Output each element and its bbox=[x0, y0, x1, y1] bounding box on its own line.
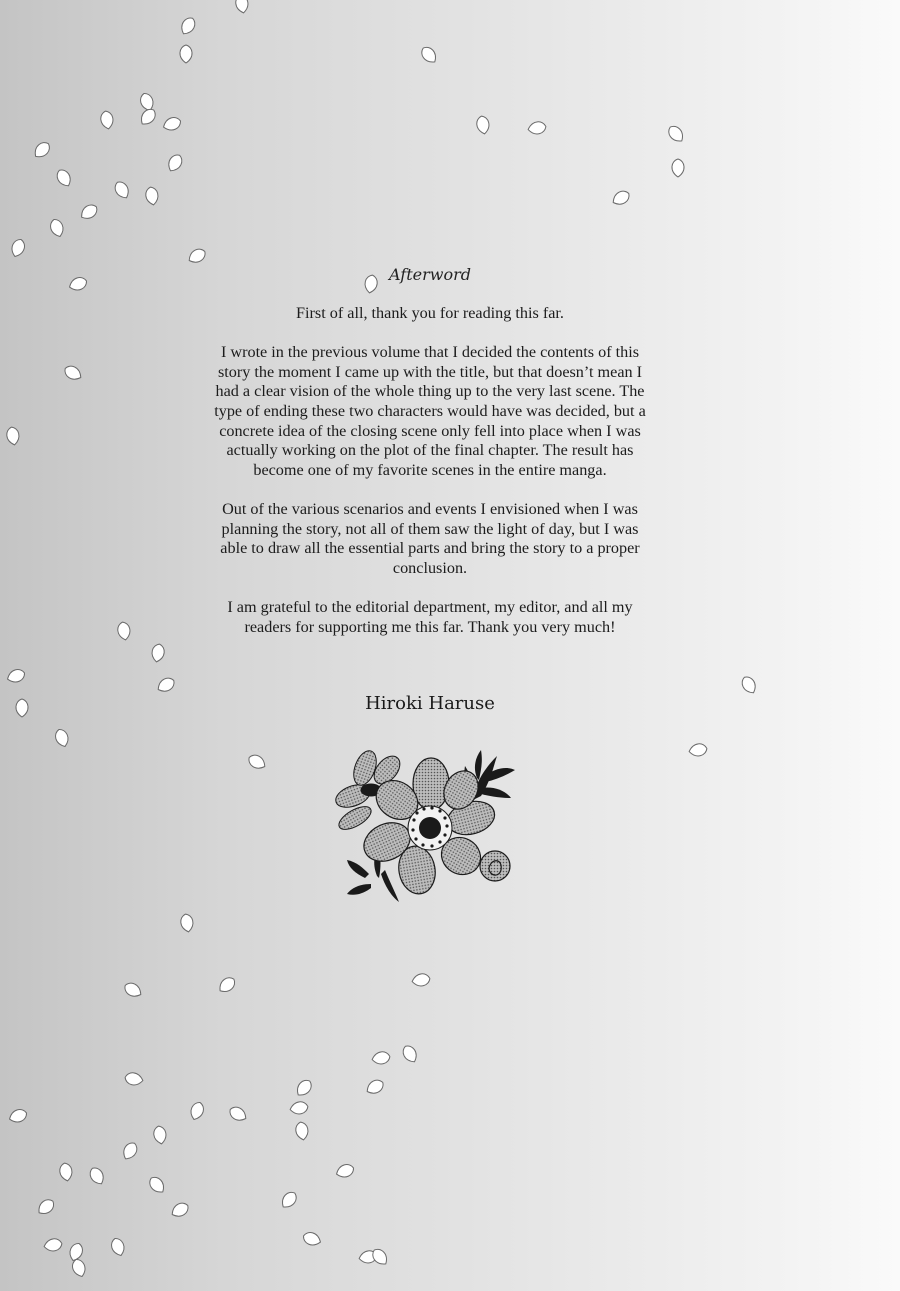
afterword-body bbox=[213, 304, 647, 657]
anemone-bouquet-icon bbox=[325, 738, 525, 906]
paragraph: First of all, thank you for reading this far. bbox=[296, 304, 564, 322]
paragraph: I wrote in the previous volume that I decided the contents of this story the moment I came up with the title, but that doesn’t mean I had a clear vision of the whole thing up to the very last scene. The type of ending these two characters would have was decided, but a concrete idea of the closing scene only fell into place when I was actually working on the plot of the final chapter. The result has become one of my favorite scenes in the entire manga. bbox=[214, 343, 646, 479]
paragraph: I am grateful to the editorial department, my editor, and all my readers for supporting me this far. Thank you very much! bbox=[227, 597, 633, 636]
author-signature: Hiroki Haruse bbox=[365, 693, 495, 714]
paragraph: Out of the various scenarios and events I envisioned when I was planning the story, not all of them saw the light of day, but I was able to draw all the essential parts and bring the story to a proper conclusion. bbox=[220, 499, 640, 577]
afterword-title: Afterword bbox=[389, 265, 471, 284]
